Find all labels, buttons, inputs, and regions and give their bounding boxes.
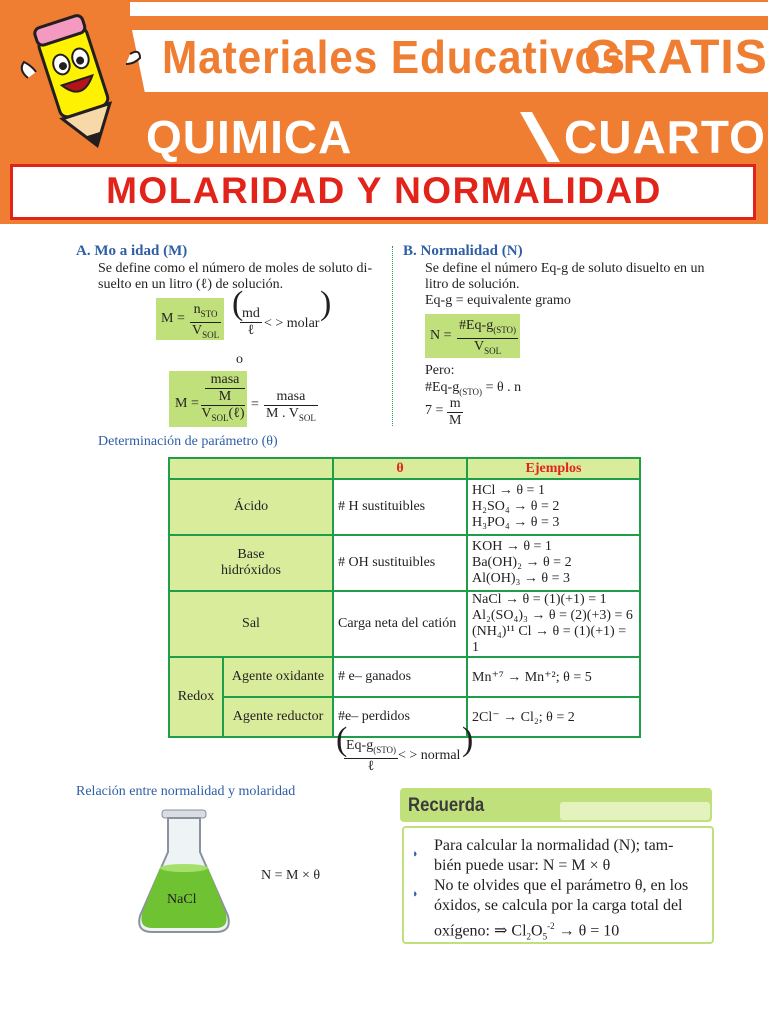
oxide-result: → θ = 10 [558, 922, 620, 940]
example-line: H₂SO₄ → θ = 2 [472, 499, 560, 514]
page-title: MOLARIDAD Y NORMALIDAD [106, 170, 662, 211]
recuerda-bullet-1 [434, 836, 673, 876]
section-a-line1: Se define como el número de moles de soluto di- [98, 261, 373, 276]
fraction-den: V [192, 322, 203, 338]
section-b-line3: Eq-g = equivalente gramo [425, 293, 571, 308]
example-line: HCl → θ = 1 [472, 483, 545, 498]
oxide-sub1: 2 [526, 931, 532, 942]
unit-tail: < > molar [264, 316, 320, 331]
fraction-num: n [193, 302, 201, 317]
normality-den-sub: SOL [484, 345, 502, 356]
moles-num: m [447, 396, 463, 413]
bullet2-line2: óxidos, se calcula por la carga total del [434, 897, 683, 914]
brand-name: Materiales Educativos [162, 31, 626, 83]
relation-formula: N = M × θ [261, 868, 321, 883]
moles-den: M [449, 413, 462, 428]
formula2-den-sub: SOL [211, 412, 229, 423]
example-line: Al(OH)₃ → θ = 3 [472, 571, 571, 586]
normality-lhs: N = [430, 328, 452, 343]
bullet-icon: ◗ [412, 848, 419, 860]
normality-den: V [473, 338, 485, 354]
oxidant-example: Mn⁺⁷ → Mn⁺²; θ = 5 [467, 657, 640, 697]
formula2-mid [205, 388, 245, 405]
oxidant-name: Agente oxidante [223, 657, 333, 697]
oxide-oxygen: O [531, 922, 543, 940]
example-line: NaCl → θ = (1)(+1) = 1 [472, 592, 607, 607]
row-examples [467, 591, 640, 657]
normality-num-sub: (STO) [493, 324, 517, 335]
parameter-table [168, 457, 641, 738]
section-b-line2: litro de solución. [425, 277, 520, 292]
table-head-blank [169, 458, 333, 479]
table-row [169, 591, 640, 657]
equals-sign: = [251, 397, 259, 412]
unit-num: md [242, 306, 260, 321]
oxide-prefix: oxígeno: ⇒ Cl [434, 922, 527, 940]
bullet-icon: ◗ [412, 888, 419, 900]
row-examples [467, 535, 640, 591]
table-row [169, 535, 640, 591]
row-rule: Carga neta del catión [333, 591, 467, 657]
bullet1-line1: Para calcular la normalidad (N); tam- [434, 837, 674, 854]
subject-label: QUIMICA [146, 111, 353, 163]
section-a-line2: suelto en un litro (ℓ) de solución. [98, 277, 284, 292]
reducer-name: Agente reductor [223, 697, 333, 737]
formula2-lhs: M = [175, 396, 199, 411]
normal-unit-num-sub: (STO) [373, 744, 397, 755]
moles-fraction [447, 396, 463, 429]
normal-unit: ( $Eq-g_{(STO)}$ ℓ < > normal ) [336, 721, 474, 774]
table-row [169, 479, 640, 535]
pero-label: Pero: [425, 363, 455, 378]
formula2-right [264, 389, 318, 426]
molar-mass-symbol: $\overline{M}$ [218, 389, 232, 404]
formula-fraction [190, 302, 221, 343]
column-divider [392, 246, 393, 426]
right-den-sub: SOL [298, 412, 316, 423]
eqg-symbol: #Eq-g [425, 380, 460, 395]
right-den: M . V [266, 406, 299, 421]
row-name: Sal [169, 591, 333, 657]
header-top-band [130, 2, 768, 16]
redox-label: Redox [169, 657, 223, 737]
flask-icon [134, 808, 234, 938]
formula-lhs: M = [161, 311, 185, 326]
grade-label: CUARTO [564, 111, 766, 163]
row-examples [467, 479, 640, 535]
section-b-heading: B. Normalidad (N) [403, 243, 523, 259]
parameter-title: Determinación de parámetro (θ) [98, 434, 278, 449]
row-rule: # H sustituibles [333, 479, 467, 535]
section-a-heading: A. Mo a idad (M) [76, 243, 188, 259]
eqg-sub: (STO) [459, 386, 483, 397]
pencil-mascot-icon [14, 8, 144, 158]
row-name [169, 535, 333, 591]
oxidant-rule: # e– ganados [333, 657, 467, 697]
formula2-fraction [201, 372, 245, 426]
fraction-num-sub: STO [200, 308, 218, 319]
table-row [169, 697, 640, 737]
normal-unit-tail: < > normal [398, 748, 461, 763]
row-rule: # OH sustituibles [333, 535, 467, 591]
moles-lhs: 7 = [425, 403, 444, 418]
or-text: o [236, 352, 243, 367]
brand-gratis: GRATIS [584, 31, 768, 84]
example-line: H₃PO₄ → θ = 3 [472, 515, 560, 530]
molarity-formula-box [156, 298, 224, 340]
table-row [169, 657, 640, 697]
example-line: (NH₄)¹¹ Cl → θ = (1)(+1) = 1 [472, 624, 627, 655]
formula2-den: V [201, 406, 212, 421]
fraction-den-sub: SOL [202, 329, 220, 340]
unit-den: ℓ [247, 323, 255, 338]
formula2-top: masa [210, 372, 240, 387]
oxide-charge: -2 [547, 921, 555, 931]
normal-unit-num: Eq-g [346, 738, 374, 753]
row-name-line1: Base [237, 547, 265, 562]
row-name-line2: hidróxidos [221, 563, 281, 578]
recuerda-bullet-2 [434, 876, 688, 947]
right-num: masa [264, 389, 318, 406]
normal-unit-den: ℓ [367, 758, 375, 774]
section-b-line1: Se define el número Eq-g de soluto disuelto en un [425, 261, 705, 276]
relation-title: Relación entre normalidad y molaridad [76, 784, 296, 799]
flask-label: NaCl [167, 892, 197, 907]
bullet1-line2: bién puede usar: N = M × θ [434, 857, 611, 874]
normality-num: #Eq-g [459, 318, 494, 333]
normality-formula-box [425, 314, 520, 358]
bullet2-line1: No te olvides que el parámetro θ, en los [434, 877, 689, 894]
bullet2-line3 [434, 916, 688, 947]
eqg-relation [425, 380, 521, 400]
reducer-rule: #e– perdidos [333, 697, 467, 737]
molarity-mass-box [169, 371, 247, 427]
example-line: Al₂(SO₄)₃ → θ = (2)(+3) = 6 [472, 608, 633, 623]
reducer-example: 2Cl⁻ → Cl₂; θ = 2 [467, 697, 640, 737]
table-head-examples: Ejemplos [467, 458, 640, 479]
recuerda-title: Recuerda [408, 795, 485, 816]
oxide-sub2: 5 [542, 931, 548, 942]
example-line: KOH → θ = 1 [472, 539, 552, 554]
eqg-tail: = θ . n [485, 380, 522, 395]
example-line: Ba(OH)₂ → θ = 2 [472, 555, 572, 570]
row-name: Ácido [169, 479, 333, 535]
normality-fraction [457, 318, 518, 359]
formula2-den-tail: (ℓ) [228, 406, 245, 421]
table-head-theta: θ [333, 458, 467, 479]
